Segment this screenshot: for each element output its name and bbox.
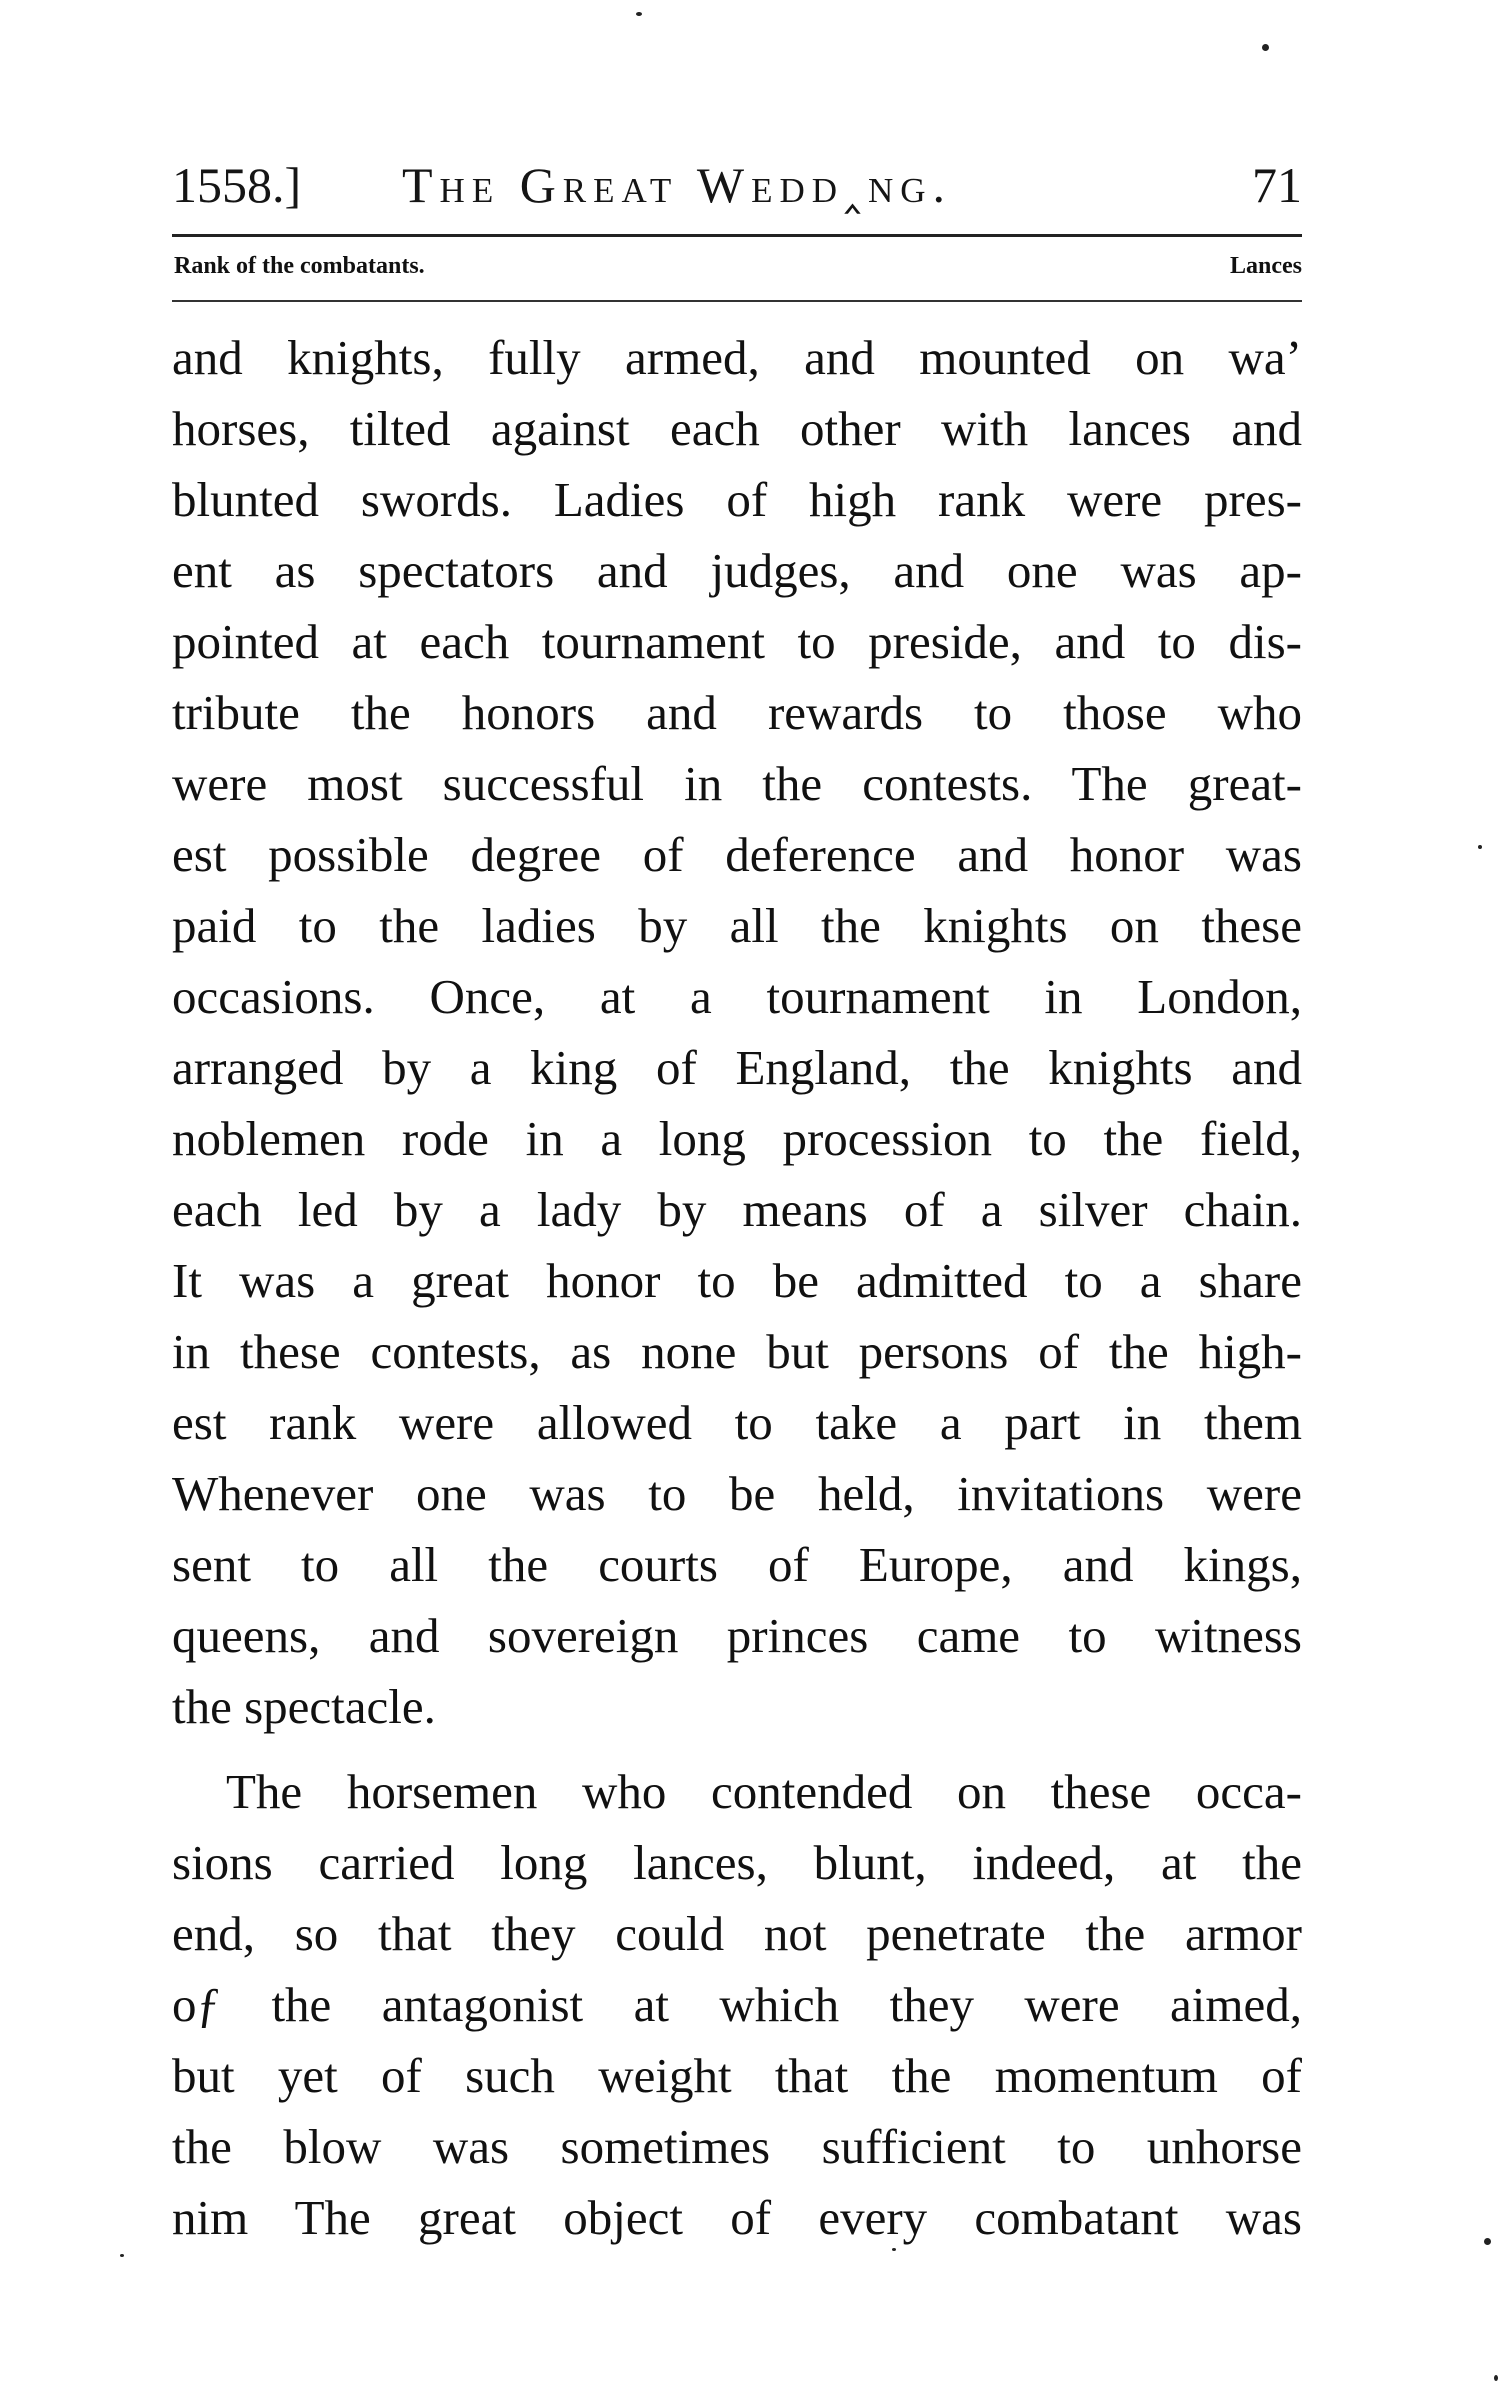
scan-speck bbox=[1494, 2375, 1498, 2381]
page-number: 71 bbox=[1252, 157, 1302, 213]
side-notes bbox=[174, 246, 1302, 286]
header-rule-bottom bbox=[172, 300, 1302, 302]
side-note-right: Lances bbox=[1230, 253, 1302, 279]
text-line: sent to all the courts of Europe, and kings, bbox=[172, 1537, 1302, 1592]
header-title: The Great Wedd‸ng. bbox=[402, 157, 953, 213]
text-line: sions carried long lances, blunt, indeed, at the bbox=[172, 1835, 1302, 1890]
paragraph-2 bbox=[172, 1756, 1302, 2253]
paragraph-1 bbox=[172, 322, 1302, 1742]
text-line: and knights, fully armed, and mounted on waʼ bbox=[172, 330, 1302, 385]
text-line: The horsemen who contended on these occa- bbox=[226, 1764, 1302, 1819]
side-note-left: Rank of the combatants. bbox=[174, 253, 425, 279]
text-line: paid to the ladies by all the knights on these bbox=[172, 898, 1302, 953]
text-line: in these contests, as none but persons of the high- bbox=[172, 1324, 1302, 1379]
text-line: horses, tilted against each other with lances and bbox=[172, 401, 1302, 456]
scan-speck bbox=[1484, 2238, 1491, 2245]
text-line: were most successful in the contests. The great- bbox=[172, 756, 1302, 811]
text-line: blunted swords. Ladies of high rank were pres- bbox=[172, 472, 1302, 527]
text-line: nim The great object of every combatant was bbox=[172, 2190, 1302, 2245]
text-line: occasions. Once, at a tournament in London, bbox=[172, 969, 1302, 1024]
text-line: but yet of such weight that the momentum of bbox=[172, 2048, 1302, 2103]
text-line: est possible degree of deference and honor was bbox=[172, 827, 1302, 882]
scan-speck bbox=[120, 2254, 124, 2257]
scan-speck bbox=[1478, 845, 1482, 849]
running-head bbox=[172, 150, 1302, 220]
header-year: 1558.] bbox=[172, 157, 302, 213]
text-line: pointed at each tournament to preside, and to dis- bbox=[172, 614, 1302, 669]
text-line: arranged by a king of England, the knights and bbox=[172, 1040, 1302, 1095]
text-line: Whenever one was to be held, invitations were bbox=[172, 1466, 1302, 1521]
header-rule-top bbox=[172, 234, 1302, 237]
body-text bbox=[172, 322, 1302, 2253]
text-line: end, so that they could not penetrate the armor bbox=[172, 1906, 1302, 1961]
text-line: est rank were allowed to take a part in them bbox=[172, 1395, 1302, 1450]
text-line: noblemen rode in a long procession to the field, bbox=[172, 1111, 1302, 1166]
text-line: each led by a lady by means of a silver chain. bbox=[172, 1182, 1302, 1237]
scan-speck bbox=[636, 12, 642, 16]
scan-speck bbox=[1262, 44, 1269, 51]
paragraph-gap bbox=[172, 1742, 1302, 1756]
text-line: ent as spectators and judges, and one was ap- bbox=[172, 543, 1302, 598]
text-line: It was a great honor to be admitted to a share bbox=[172, 1253, 1302, 1308]
scan-speck bbox=[892, 2248, 896, 2251]
text-line: tribute the honors and rewards to those who bbox=[172, 685, 1302, 740]
text-line: queens, and sovereign princes came to witness bbox=[172, 1608, 1302, 1663]
text-line: oƒ the antagonist at which they were aimed, bbox=[172, 1977, 1302, 2032]
text-line: the spectacle. bbox=[172, 1679, 436, 1734]
text-line: the blow was sometimes sufficient to unhorse bbox=[172, 2119, 1302, 2174]
